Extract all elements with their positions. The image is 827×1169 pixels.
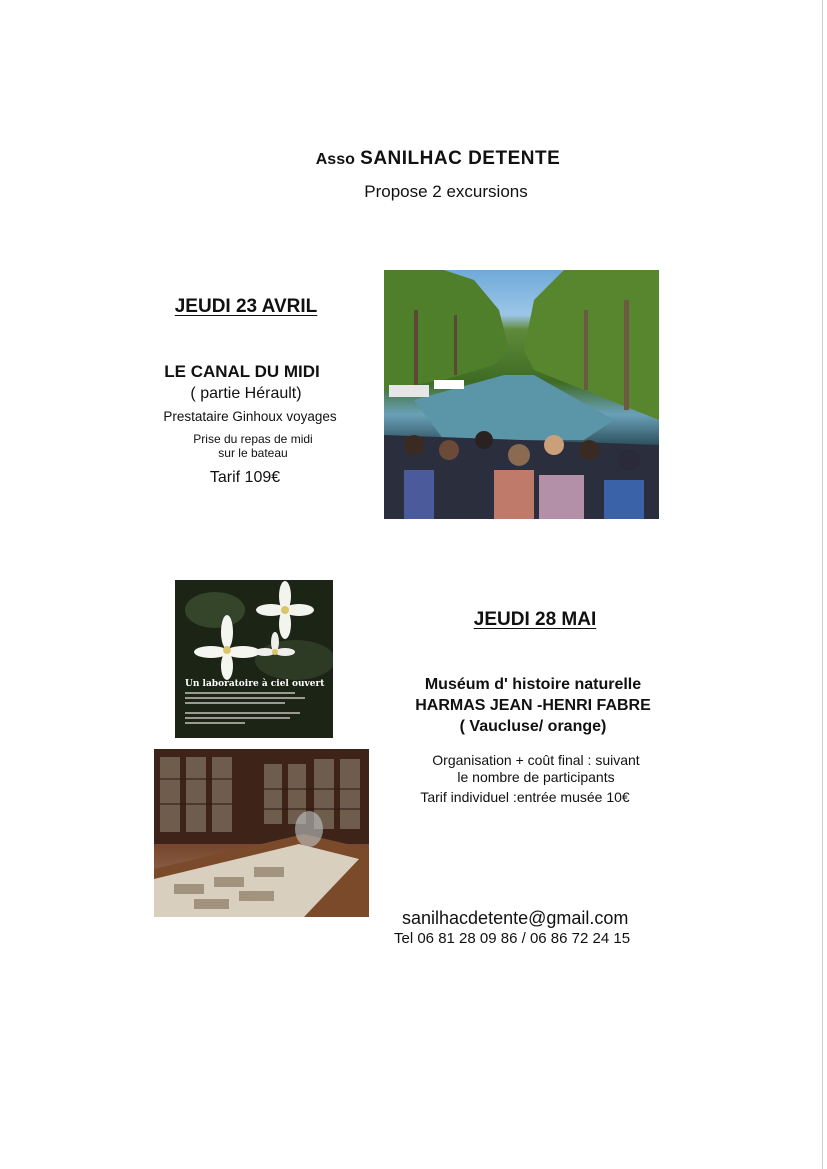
flowers-caption: Un laboratoire à ciel ouvert — [185, 679, 325, 689]
trip2-title-line3: ( Vaucluse/ orange) — [459, 718, 607, 735]
contact-email: sanilhacdetente@gmail.com — [402, 908, 629, 928]
trip2-title-line1: Muséum d' histoire naturelle — [424, 676, 642, 693]
museum-photo — [154, 749, 369, 917]
contact-phone: Tel 06 81 28 09 86 / 06 86 72 24 15 — [394, 930, 631, 947]
trip1-price: Tarif 109€ — [209, 469, 281, 486]
trip2-org-line1: Organisation + coût final : suivant — [432, 752, 640, 768]
trip1-meal — [193, 432, 312, 460]
museum-drawing — [154, 749, 369, 917]
trip2-title-line2: HARMAS JEAN -HENRI FABRE — [415, 697, 651, 714]
trip1-title: LE CANAL DU MIDI — [164, 362, 320, 381]
trip1-meal-line1: Prise du repas de midi — [193, 432, 313, 446]
trip2-date: JEUDI 28 MAI — [473, 609, 597, 630]
trip2-organisation — [432, 752, 639, 786]
page-edge — [822, 0, 823, 1169]
trip1-region: ( partie Hérault) — [190, 385, 302, 402]
org-name: SANILHAC DETENTE — [360, 148, 561, 169]
trip1-provider: Prestataire Ginhoux voyages — [163, 409, 337, 424]
flowers-photo — [175, 580, 333, 738]
trip1-date: JEUDI 23 AVRIL — [174, 296, 318, 317]
trip1-meal-line2: sur le bateau — [218, 446, 288, 460]
canal-photo-drawing — [384, 270, 659, 519]
trip2-price: Tarif individuel :entrée musée 10€ — [420, 789, 630, 805]
flowers-drawing — [175, 580, 333, 738]
trip2-org-line2: le nombre de participants — [457, 769, 615, 785]
page-subtitle: Propose 2 excursions — [364, 182, 528, 201]
org-title — [316, 148, 561, 170]
trip2-title — [415, 674, 651, 737]
org-prefix: Asso — [315, 151, 355, 168]
canal-photo — [384, 270, 659, 519]
